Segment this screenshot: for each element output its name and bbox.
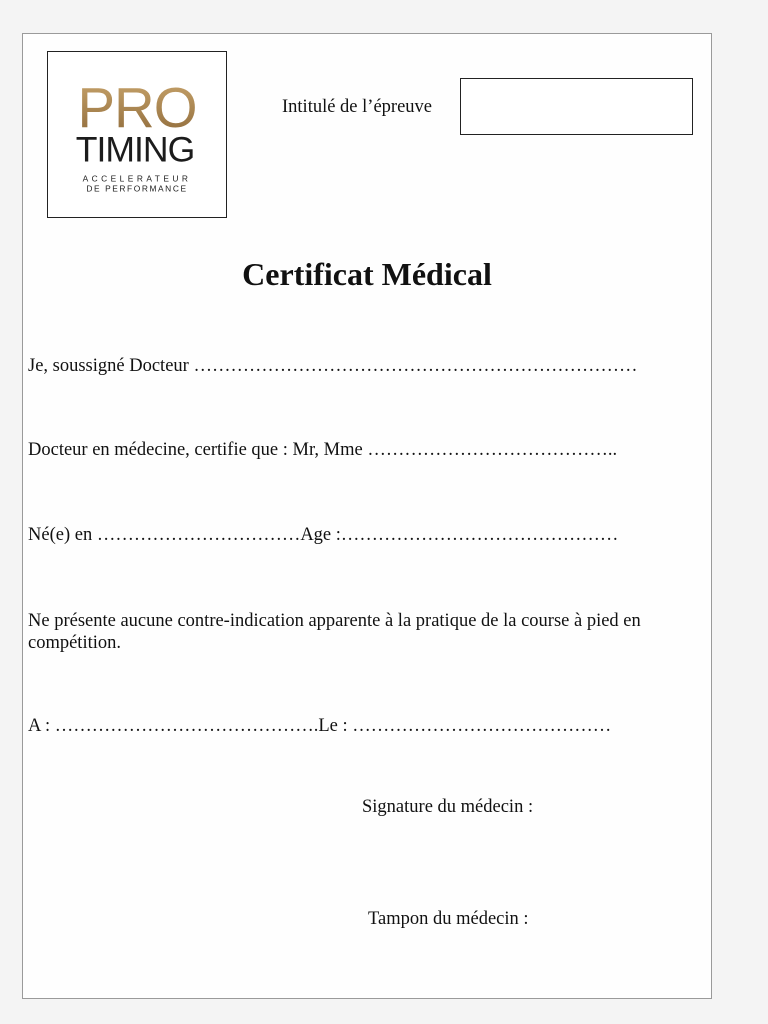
document-title: Certificat Médical — [242, 256, 492, 292]
event-label: Intitulé de l’épreuve — [282, 97, 432, 117]
pro-timing-logo — [47, 51, 227, 218]
place-date-line[interactable]: A : …………………………………….Le : …………………………………… — [28, 716, 612, 736]
logo-pro-text: PRO — [77, 76, 197, 140]
event-name-field[interactable] — [460, 78, 693, 135]
certificate-page — [22, 33, 712, 999]
stamp-label: Tampon du médecin : — [368, 909, 529, 929]
statement-text: Ne présente aucune contre-indication apparente à la pratique de la course à pied en compétition. — [28, 611, 641, 653]
logo-tagline-2: DE PERFORMANCE — [86, 183, 188, 194]
signature-label: Signature du médecin : — [362, 797, 534, 817]
logo-tagline-1: ACCELERATEUR — [82, 173, 192, 184]
patient-name-line[interactable]: Docteur en médecine, certifie que : Mr, Mme ………………………………….. — [28, 440, 618, 460]
doctor-name-line[interactable]: Je, soussigné Docteur ……………………………………………………………… — [28, 356, 638, 376]
birth-age-line[interactable]: Né(e) en ……………………………Age :……………………………………… — [28, 525, 619, 545]
logo-timing-text: TIMING — [75, 129, 195, 170]
